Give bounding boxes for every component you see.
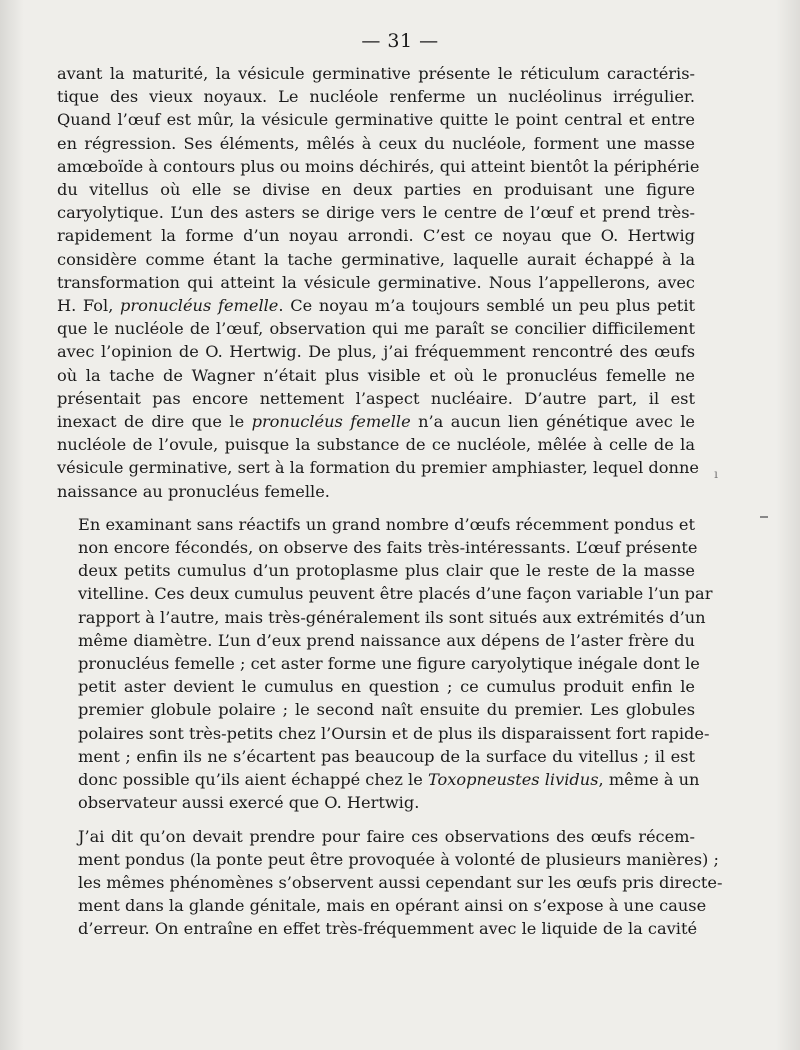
text-line bbox=[57, 340, 695, 363]
line-text: du vitellus où elle se divise en deux parties en produisant une figure bbox=[57, 180, 695, 200]
text-line bbox=[57, 108, 695, 131]
text-line bbox=[57, 791, 695, 814]
text-line bbox=[57, 85, 695, 108]
line-text: rapidement la forme d’un noyau arrondi. C’est ce noyau que O. Hertwig bbox=[57, 226, 695, 246]
line-text: pronucléus femelle ; cet aster forme une figure caryolytique inégale dont le bbox=[78, 654, 700, 674]
paragraph-1 bbox=[57, 62, 700, 503]
line-text: d’erreur. On entraîne en effet très-fréquemment avec le liquide de la cavité bbox=[78, 919, 698, 939]
line-text: que le nucléole de l’œuf, observation qui me paraît se concilier difficilement bbox=[57, 319, 695, 339]
text-line bbox=[57, 559, 695, 582]
paragraph-2 bbox=[57, 513, 713, 815]
italic-term: Toxopneustes lividus bbox=[427, 770, 599, 790]
text-line bbox=[57, 410, 695, 433]
text-line bbox=[57, 745, 695, 768]
line-text: deux petits cumulus d’un protoplasme plus clair que le reste de la masse bbox=[78, 561, 695, 581]
body-text bbox=[57, 62, 723, 941]
line-text: polaires sont très-petits chez l’Oursin et de plus ils disparaissent fort rapide- bbox=[78, 723, 710, 743]
text-line bbox=[57, 871, 723, 894]
text-line bbox=[57, 155, 700, 178]
line-text: présentait pas encore nettement l’aspect nucléaire. D’autre part, il est bbox=[57, 388, 695, 408]
text-line bbox=[57, 456, 699, 479]
text-line bbox=[57, 178, 695, 201]
text-line bbox=[57, 513, 695, 536]
line-text: rapport à l’autre, mais très-généralement ils sont situés aux extrémités d’un bbox=[78, 607, 706, 627]
line-text: Quand l’œuf est mûr, la vésicule germinative quitte le point central et entre bbox=[57, 110, 695, 130]
text-line bbox=[57, 722, 710, 745]
margin-dash-mark bbox=[760, 516, 768, 518]
text-line bbox=[57, 294, 695, 317]
line-text: , même à un bbox=[598, 770, 700, 790]
text-line bbox=[57, 317, 695, 340]
line-text: où la tache de Wagner n’était plus visible et où le pronucléus femelle ne bbox=[57, 365, 695, 385]
line-text: ment dans la glande génitale, mais en opérant ainsi on s’expose à une cause bbox=[78, 896, 707, 916]
text-line bbox=[57, 480, 695, 503]
text-line bbox=[57, 894, 707, 917]
line-text: H. Fol, bbox=[57, 296, 121, 316]
italic-term: pronucléus femelle bbox=[120, 296, 279, 316]
page-number: — 31 — bbox=[361, 30, 439, 52]
line-text: naissance au pronucléus femelle. bbox=[57, 481, 330, 501]
text-line bbox=[57, 768, 700, 791]
text-line bbox=[57, 224, 695, 247]
line-text: premier globule polaire ; le second naît ensuite du premier. Les globules bbox=[78, 700, 695, 720]
line-text: avec l’opinion de O. Hertwig. De plus, j’ai fréquemment rencontré des œufs bbox=[57, 342, 695, 362]
line-text: observateur aussi exercé que O. Hertwig. bbox=[78, 793, 420, 813]
italic-term: pronucléus femelle bbox=[251, 412, 411, 432]
line-text: tique des vieux noyaux. Le nucléole renferme un nucléolinus irrégulier. bbox=[57, 87, 695, 107]
line-text: avant la maturité, la vésicule germinative présente le réticulum caractéris- bbox=[57, 64, 695, 83]
line-text: ment ; enfin ils ne s’écartent pas beaucoup de la surface du vitellus ; il est bbox=[78, 746, 695, 766]
line-text: en régression. Ses éléments, mêlés à ceux du nucléole, forment une masse bbox=[57, 133, 695, 153]
text-line bbox=[57, 825, 695, 848]
line-text: J’ai dit qu’on devait prendre pour faire ces observations des œufs récem- bbox=[78, 826, 695, 846]
text-line bbox=[57, 201, 695, 224]
text-line bbox=[57, 132, 695, 155]
line-text: . Ce noyau m’a toujours semblé un peu plus petit bbox=[278, 296, 695, 316]
text-line bbox=[57, 433, 695, 456]
line-text: En examinant sans réactifs un grand nombre d’œufs récemment pondus et bbox=[78, 514, 695, 534]
text-line bbox=[57, 62, 695, 85]
line-text: vitelline. Ces deux cumulus peuvent être placés d’une façon variable l’un par bbox=[78, 584, 713, 604]
line-text: donc possible qu’ils aient échappé chez le bbox=[78, 770, 428, 790]
text-line bbox=[57, 536, 698, 559]
line-text: vésicule germinative, sert à la formation du premier amphiaster, lequel donne bbox=[57, 458, 699, 478]
line-text: ment pondus (la ponte peut être provoquée à volonté de plusieurs manières) ; bbox=[78, 849, 719, 869]
text-line bbox=[57, 917, 698, 940]
line-text: considère comme étant la tache germinative, laquelle aurait échappé à la bbox=[57, 249, 695, 269]
paragraph-3 bbox=[57, 825, 723, 941]
margin-tick-mark: ı bbox=[714, 467, 718, 481]
text-line bbox=[57, 364, 695, 387]
text-line bbox=[57, 698, 695, 721]
line-text: les mêmes phénomènes s’observent aussi cependant sur les œufs pris directe- bbox=[78, 872, 723, 892]
text-line bbox=[57, 387, 695, 410]
line-text: transformation qui atteint la vésicule germinative. Nous l’appellerons, avec bbox=[57, 272, 695, 292]
line-text: non encore fécondés, on observe des faits très-intéressants. L’œuf présente bbox=[78, 538, 698, 558]
line-text: n’a aucun lien génétique avec le bbox=[410, 412, 695, 432]
line-text: même diamètre. L’un d’eux prend naissance aux dépens de l’aster frère du bbox=[78, 630, 695, 650]
text-line bbox=[57, 652, 700, 675]
text-line bbox=[57, 675, 695, 698]
text-line bbox=[57, 582, 713, 605]
text-line bbox=[57, 271, 695, 294]
text-line bbox=[57, 606, 706, 629]
line-text: caryolytique. L’un des asters se dirige vers le centre de l’œuf et prend très- bbox=[57, 203, 695, 223]
text-line bbox=[57, 248, 695, 271]
line-text: inexact de dire que le bbox=[57, 412, 252, 432]
text-line bbox=[57, 848, 719, 871]
line-text: nucléole de l’ovule, puisque la substance de ce nucléole, mêlée à celle de la bbox=[57, 435, 695, 455]
text-line bbox=[57, 629, 695, 652]
line-text: petit aster devient le cumulus en question ; ce cumulus produit enfin le bbox=[78, 677, 695, 697]
line-text: amœboïde à contours plus ou moins déchirés, qui atteint bientôt la périphérie bbox=[57, 156, 700, 176]
